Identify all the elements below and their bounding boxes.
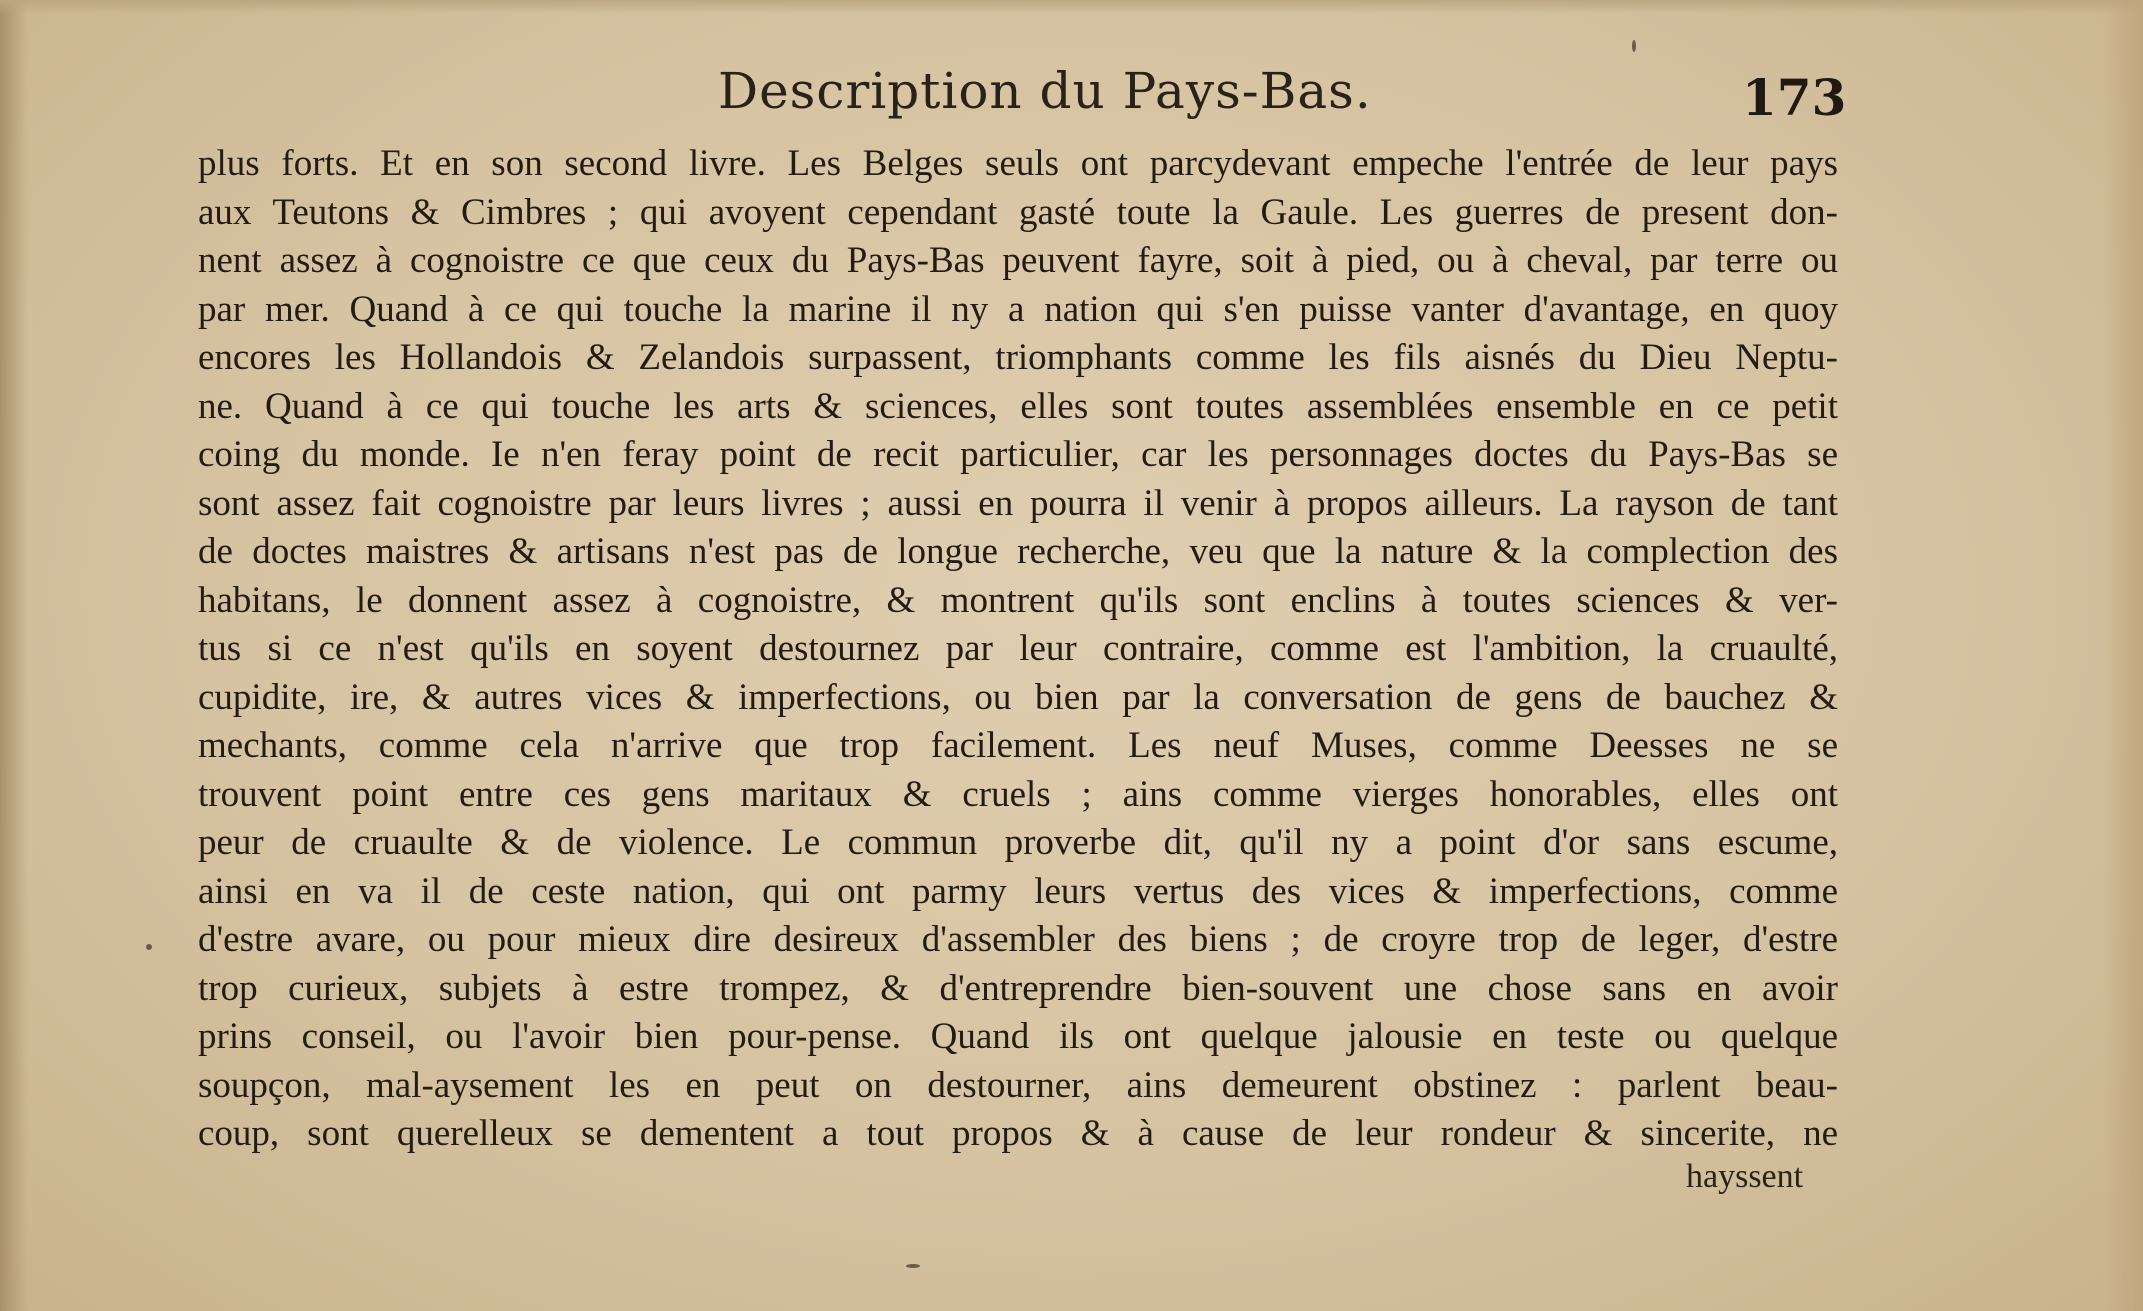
page-shadow-left xyxy=(0,0,28,1311)
text-line: coup, sont querelleux se dementent a tout propos & à cause de leur rondeur & sincerite, ne xyxy=(198,1113,1838,1154)
text-line: tus si ce n'est qu'ils en soyent destournez par leur contraire, comme est l'ambition, la cruaulté, xyxy=(198,628,1838,669)
page-shadow-right xyxy=(2103,0,2143,1311)
ink-speck xyxy=(906,1264,920,1268)
text-line: trouvent point entre ces gens maritaux & cruels ; ains comme vierges honorables, elles ont xyxy=(198,773,1838,815)
text-line: ainsi en va il de ceste nation, qui ont parmy leurs vertus des vices & imperfections, comme xyxy=(198,870,1838,912)
page-shadow-top xyxy=(0,0,2143,14)
page-number: 173 xyxy=(1742,68,1847,127)
text-line: cupidite, ire, & autres vices & imperfections, ou bien par la conversation de gens de bauchez & xyxy=(198,676,1838,718)
text-line: trop curieux, subjets à estre trompez, & d'entreprendre bien-souvent une chose sans en avoir xyxy=(198,967,1838,1009)
body-text xyxy=(198,140,1838,1159)
text-line: aux Teutons & Cimbres ; qui avoyent cependant gasté toute la Gaule. Les guerres de present don- xyxy=(198,191,1838,233)
text-line: habitans, le donnent assez à cognoistre, & montrent qu'ils sont enclins à toutes sciences & ver- xyxy=(198,579,1838,621)
text-line: prins conseil, ou l'avoir bien pour-pense. Quand ils ont quelque jalousie en teste ou quelque xyxy=(198,1016,1838,1057)
text-line: nent assez à cognoistre ce que ceux du Pays-Bas peuvent fayre, soit à pied, ou à cheval, par terre ou xyxy=(198,240,1838,281)
text-line: mechants, comme cela n'arrive que trop facilement. Les neuf Muses, comme Deesses ne se xyxy=(198,725,1838,766)
ink-speck xyxy=(146,944,152,950)
catchword: hayssent xyxy=(1686,1158,1804,1195)
text-line: d'estre avare, ou pour mieux dire desireux d'assembler des biens ; de croyre trop de leger, d'estre xyxy=(198,919,1838,960)
text-line: peur de cruaulte & de violence. Le commun proverbe dit, qu'il ny a point d'or sans escume, xyxy=(198,822,1838,863)
text-line: plus forts. Et en son second livre. Les Belges seuls ont parcydevant empeche l'entrée de leur pays xyxy=(198,143,1838,184)
running-head: Description du Pays-Bas. xyxy=(718,62,1372,120)
text-line: par mer. Quand à ce qui touche la marine il ny a nation qui s'en puisse vanter d'avantage, en quoy xyxy=(198,288,1838,330)
text-line: encores les Hollandois & Zelandois surpassent, triomphants comme les fils aisnés du Dieu Neptu- xyxy=(198,337,1838,378)
text-line: soupçon, mal-aysement les en peut on destourner, ains demeurent obstinez : parlent beau- xyxy=(198,1064,1838,1106)
text-line: sont assez fait cognoistre par leurs livres ; aussi en pourra il venir à propos ailleurs. La rayson de tant xyxy=(198,482,1838,524)
ink-speck xyxy=(1632,40,1636,52)
text-line: coing du monde. Ie n'en feray point de recit particulier, car les personnages doctes du Pays-Bas se xyxy=(198,434,1838,475)
text-line: ne. Quand à ce qui touche les arts & sciences, elles sont toutes assemblées ensemble en ce petit xyxy=(198,385,1838,427)
text-line: de doctes maistres & artisans n'est pas de longue recherche, veu que la nature & la complection des xyxy=(198,531,1838,572)
